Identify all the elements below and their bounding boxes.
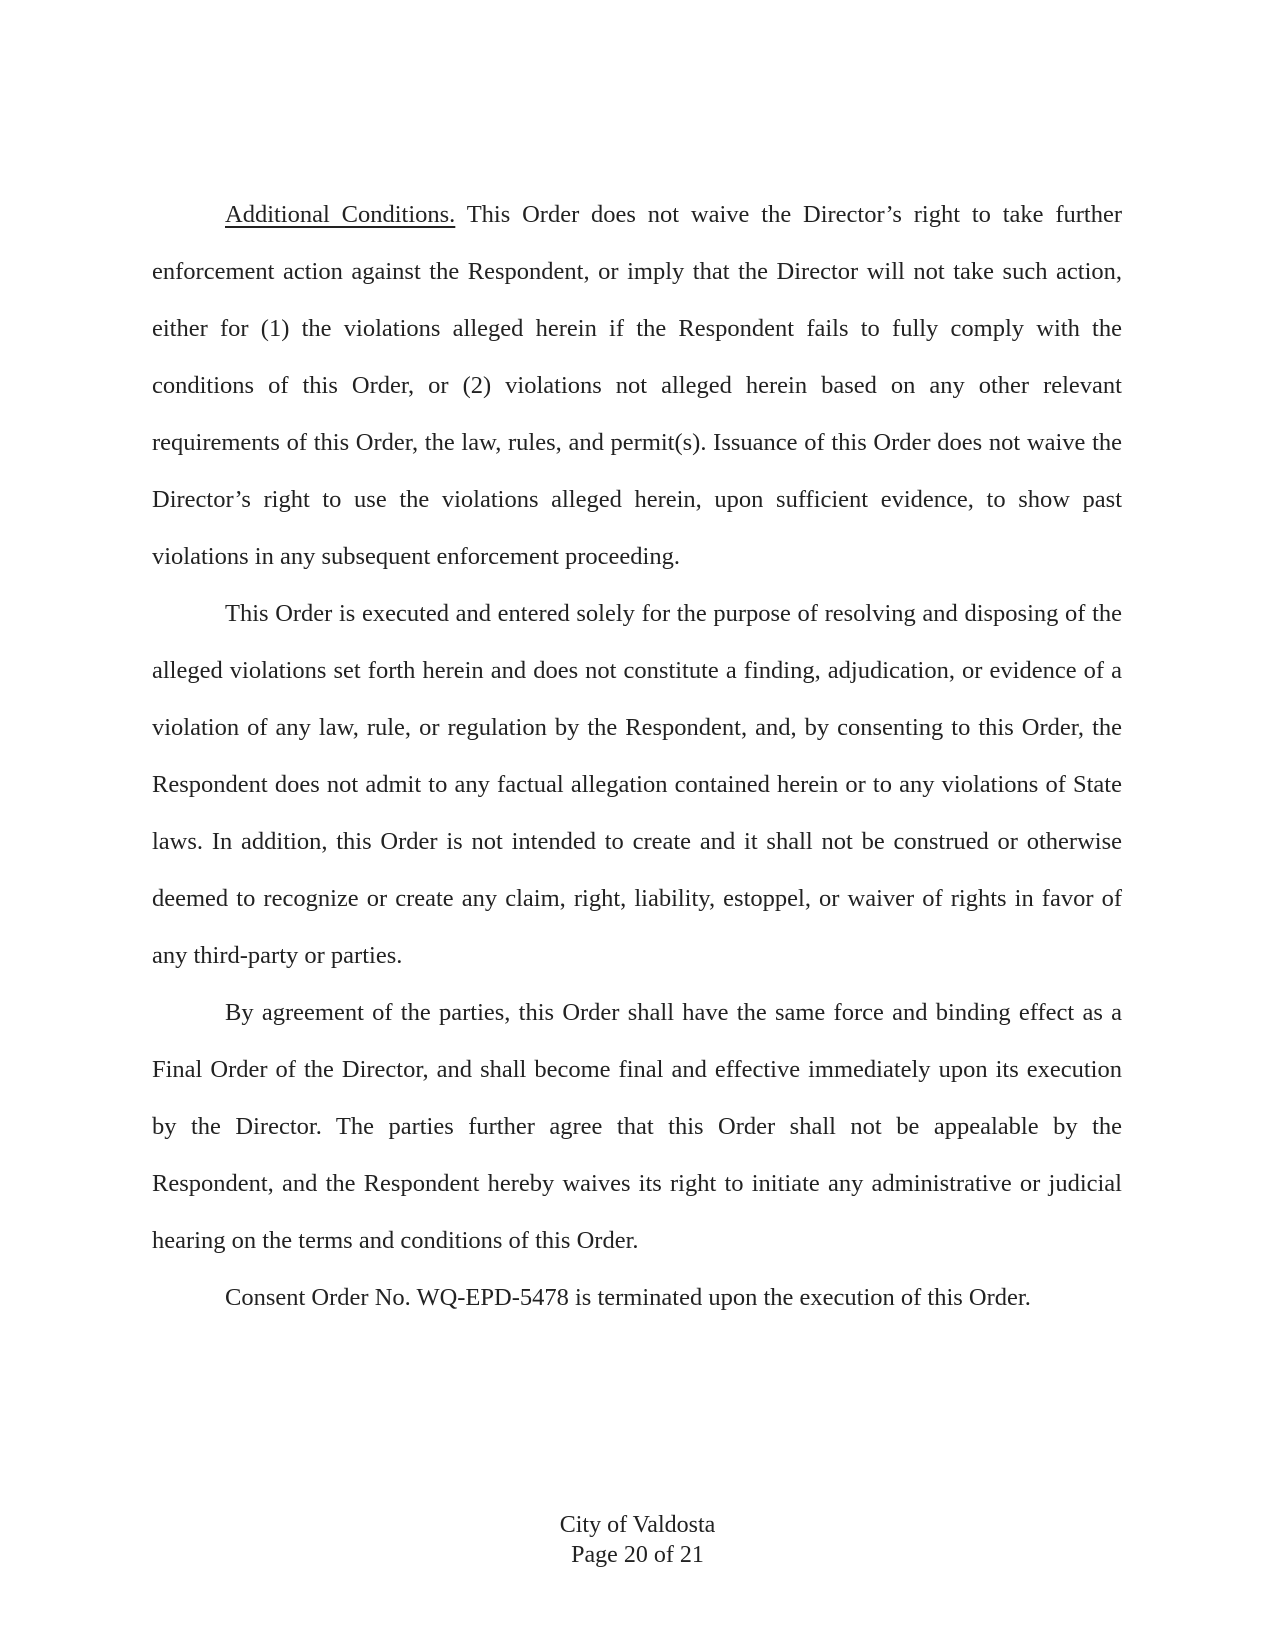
paragraph-final-order: By agreement of the parties, this Order shall have the same force and binding effect as a Final Order of the Director, and shall become final and effective immediately upon its execution by the Director. The parties further agree that this Order shall not be appealable by the Respondent, and the Respondent hereby waives its right to initiate any administrative or judicial hearing on the terms and conditions of this Order. xyxy=(152,999,1122,1254)
paragraph-termination: Consent Order No. WQ-EPD-5478 is terminated upon the execution of this Order. xyxy=(225,1284,1031,1311)
section-heading: Additional Conditions. xyxy=(225,201,456,228)
paragraph-no-admission: This Order is executed and entered solely for the purpose of resolving and disposing of the alleged violations set forth herein and does not constitute a finding, adjudication, or evidence of a violation of any law, rule, or regulation by the Respondent, and, by consenting to this Order, the Respondent does not admit to any factual allegation contained herein or to any violations of State laws. In addition, this Order is not intended to create and it shall not be construed or otherwise deemed to recognize or create any claim, right, liability, estoppel, or waiver of rights in favor of any third-party or parties. xyxy=(152,600,1122,969)
paragraph-text: This Order does not waive the Director’s right to take further enforcement action against the Respondent, or imply that the Director will not take such action, either for (1) the violations alleged herein if the Respondent fails to fully comply with the conditions of this Order, or (2) violations not alleged herein based on any other relevant requirements of this Order, the law, rules, and permit(s). Issuance of this Order does not waive the Director’s right to use the violations alleged herein, upon sufficient evidence, to show past violations in any subsequent enforcement proceeding. xyxy=(152,201,1123,570)
page-footer xyxy=(0,1510,1275,1570)
page-number: Page 20 of 21 xyxy=(571,1542,704,1568)
footer-entity: City of Valdosta xyxy=(559,1512,716,1538)
document-body xyxy=(152,186,1122,1326)
paragraph-additional-conditions xyxy=(152,186,1122,585)
